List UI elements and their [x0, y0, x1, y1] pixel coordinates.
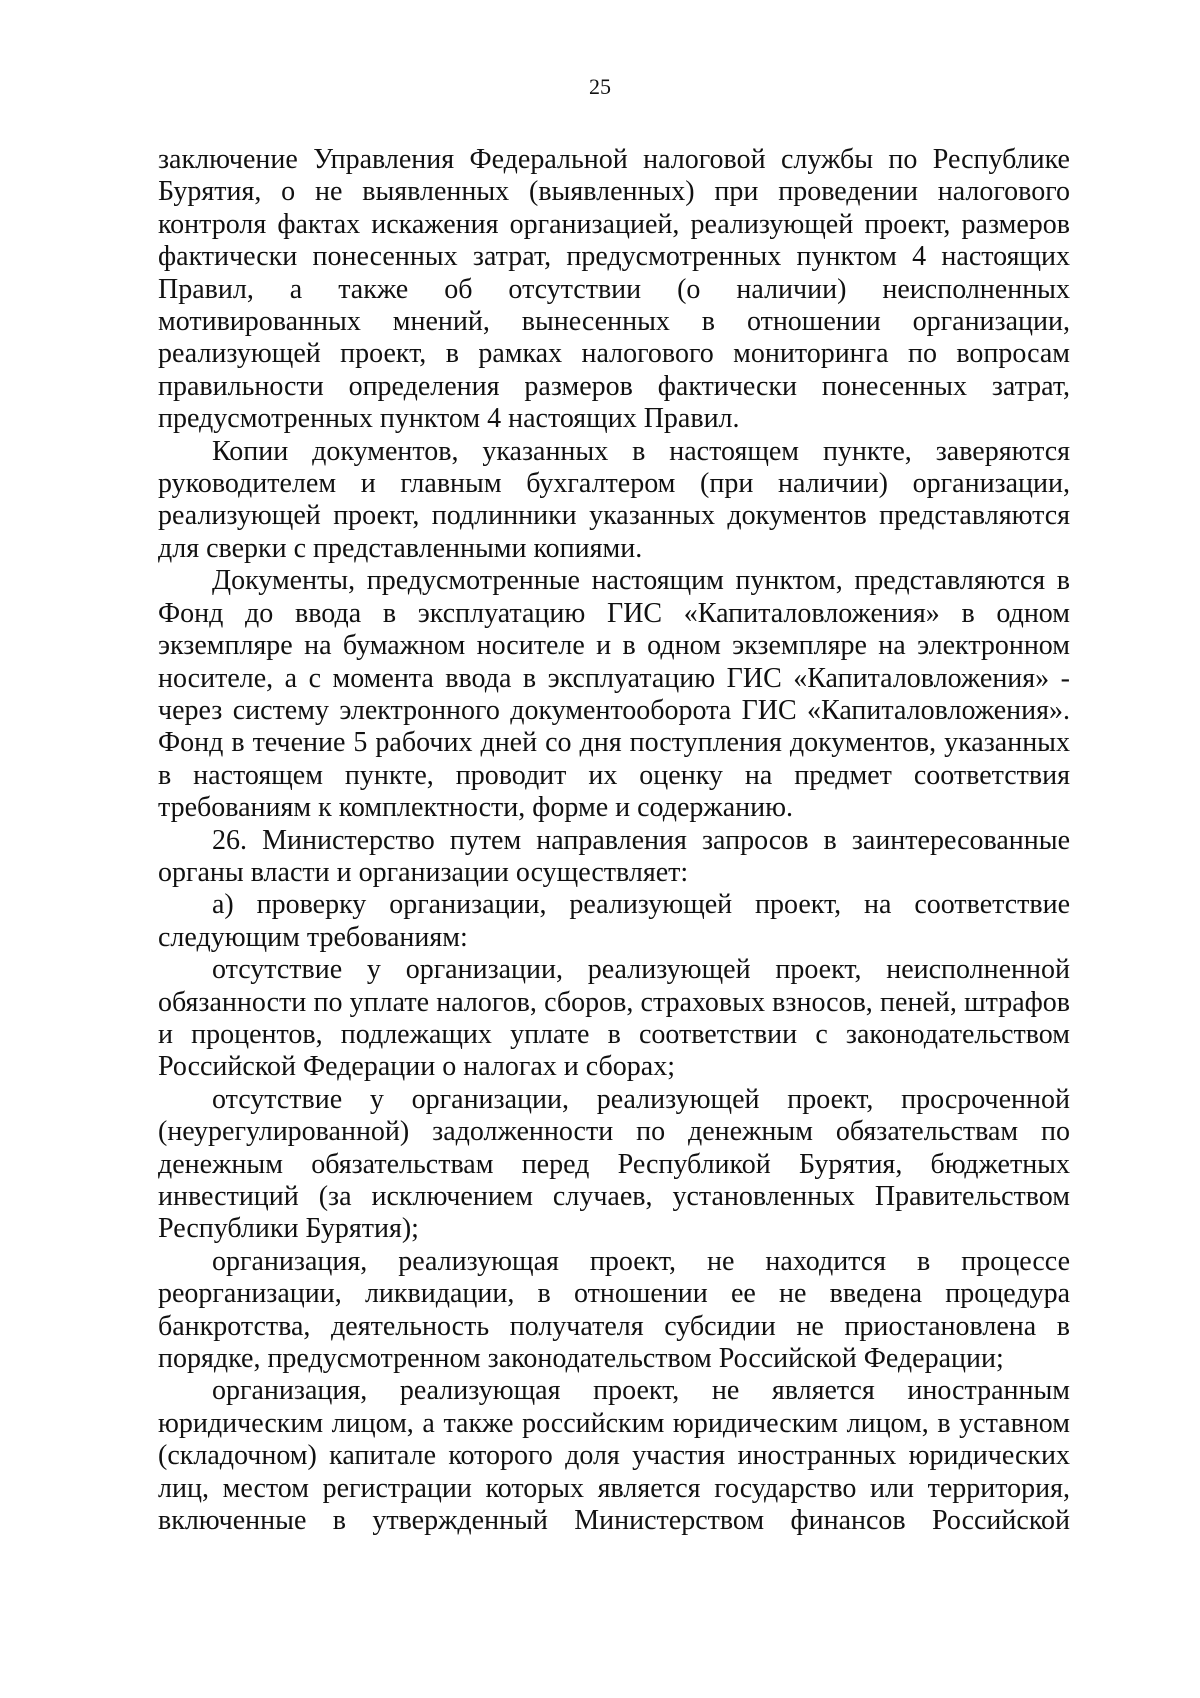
- paragraph-submission-procedure: Документы, предусмотренные настоящим пунктом, представляются в Фонд до ввода в эксплуатацию ГИС «Капиталовложения» в одном экземпляре на бумажном носителе и в одном экземпляре на электронном носителе, а с момента ввода в эксплуатацию ГИС «Капиталовложения» - через систему электронного документооборота ГИС «Капиталовложения». Фонд в течение 5 рабочих дней со дня поступления документов, указанных в настоящем пункте, проводит их оценку на предмет соответствия требованиям к комплектности, форме и содержанию.: [158, 565, 1070, 824]
- paragraph-not-in-reorganization: организация, реализующая проект, не находится в процессе реорганизации, ликвидации, в отношении ее не введена процедура банкротства, деятельность получателя субсидии не приостановлена в порядке, предусмотренном законодательством Российской Федерации;: [158, 1245, 1070, 1375]
- document-body: [158, 144, 1070, 1537]
- paragraph-no-overdue-debt: отсутствие у организации, реализующей проект, просроченной (неурегулированной) задолженности по денежным обязательствам по денежным обязательствам перед Республикой Бурятия, бюджетных инвестиций (за исключением случаев, установленных Правительством Республики Бурятия);: [158, 1083, 1070, 1245]
- paragraph-subitem-a: а) проверку организации, реализующей проект, на соответствие следующим требованиям:: [158, 889, 1070, 953]
- paragraph-not-foreign-entity: организация, реализующая проект, не является иностранным юридическим лицом, а также российским юридическим лицом, в уставном (складочном) капитале которого доля участия иностранных юридических лиц, местом регистрации которых является государство или территория, включенные в утвержденный Министерством финансов Российской: [158, 1375, 1070, 1537]
- page-number: 25: [589, 74, 611, 99]
- paragraph-document-copies: Копии документов, указанных в настоящем пункте, заверяются руководителем и главным бухгалтером (при наличии) организации, реализующей проект, подлинники указанных документов представляются для сверки с представленными копиями.: [158, 435, 1070, 564]
- paragraph-item-26: 26. Министерство путем направления запросов в заинтересованные органы власти и организации осуществляет:: [158, 824, 1070, 888]
- paragraph-no-tax-debt: отсутствие у организации, реализующей проект, неисполненной обязанности по уплате налогов, сборов, страховых взносов, пеней, штрафов и процентов, подлежащих уплате в соответствии с законодательством Российской Федерации о налогах и сборах;: [158, 954, 1070, 1083]
- paragraph-conclusion-continued: заключение Управления Федеральной налоговой службы по Республике Бурятия, о не выявленных (выявленных) при проведении налогового контроля фактах искажения организацией, реализующей проект, размеров фактически понесенных затрат, предусмотренных пунктом 4 настоящих Правил, а также об отсутствии (о наличии) неисполненных мотивированных мнений, вынесенных в отношении организации, реализующей проект, в рамках налогового мониторинга по вопросам правильности определения размеров фактически понесенных затрат, предусмотренных пунктом 4 настоящих Правил.: [158, 144, 1070, 435]
